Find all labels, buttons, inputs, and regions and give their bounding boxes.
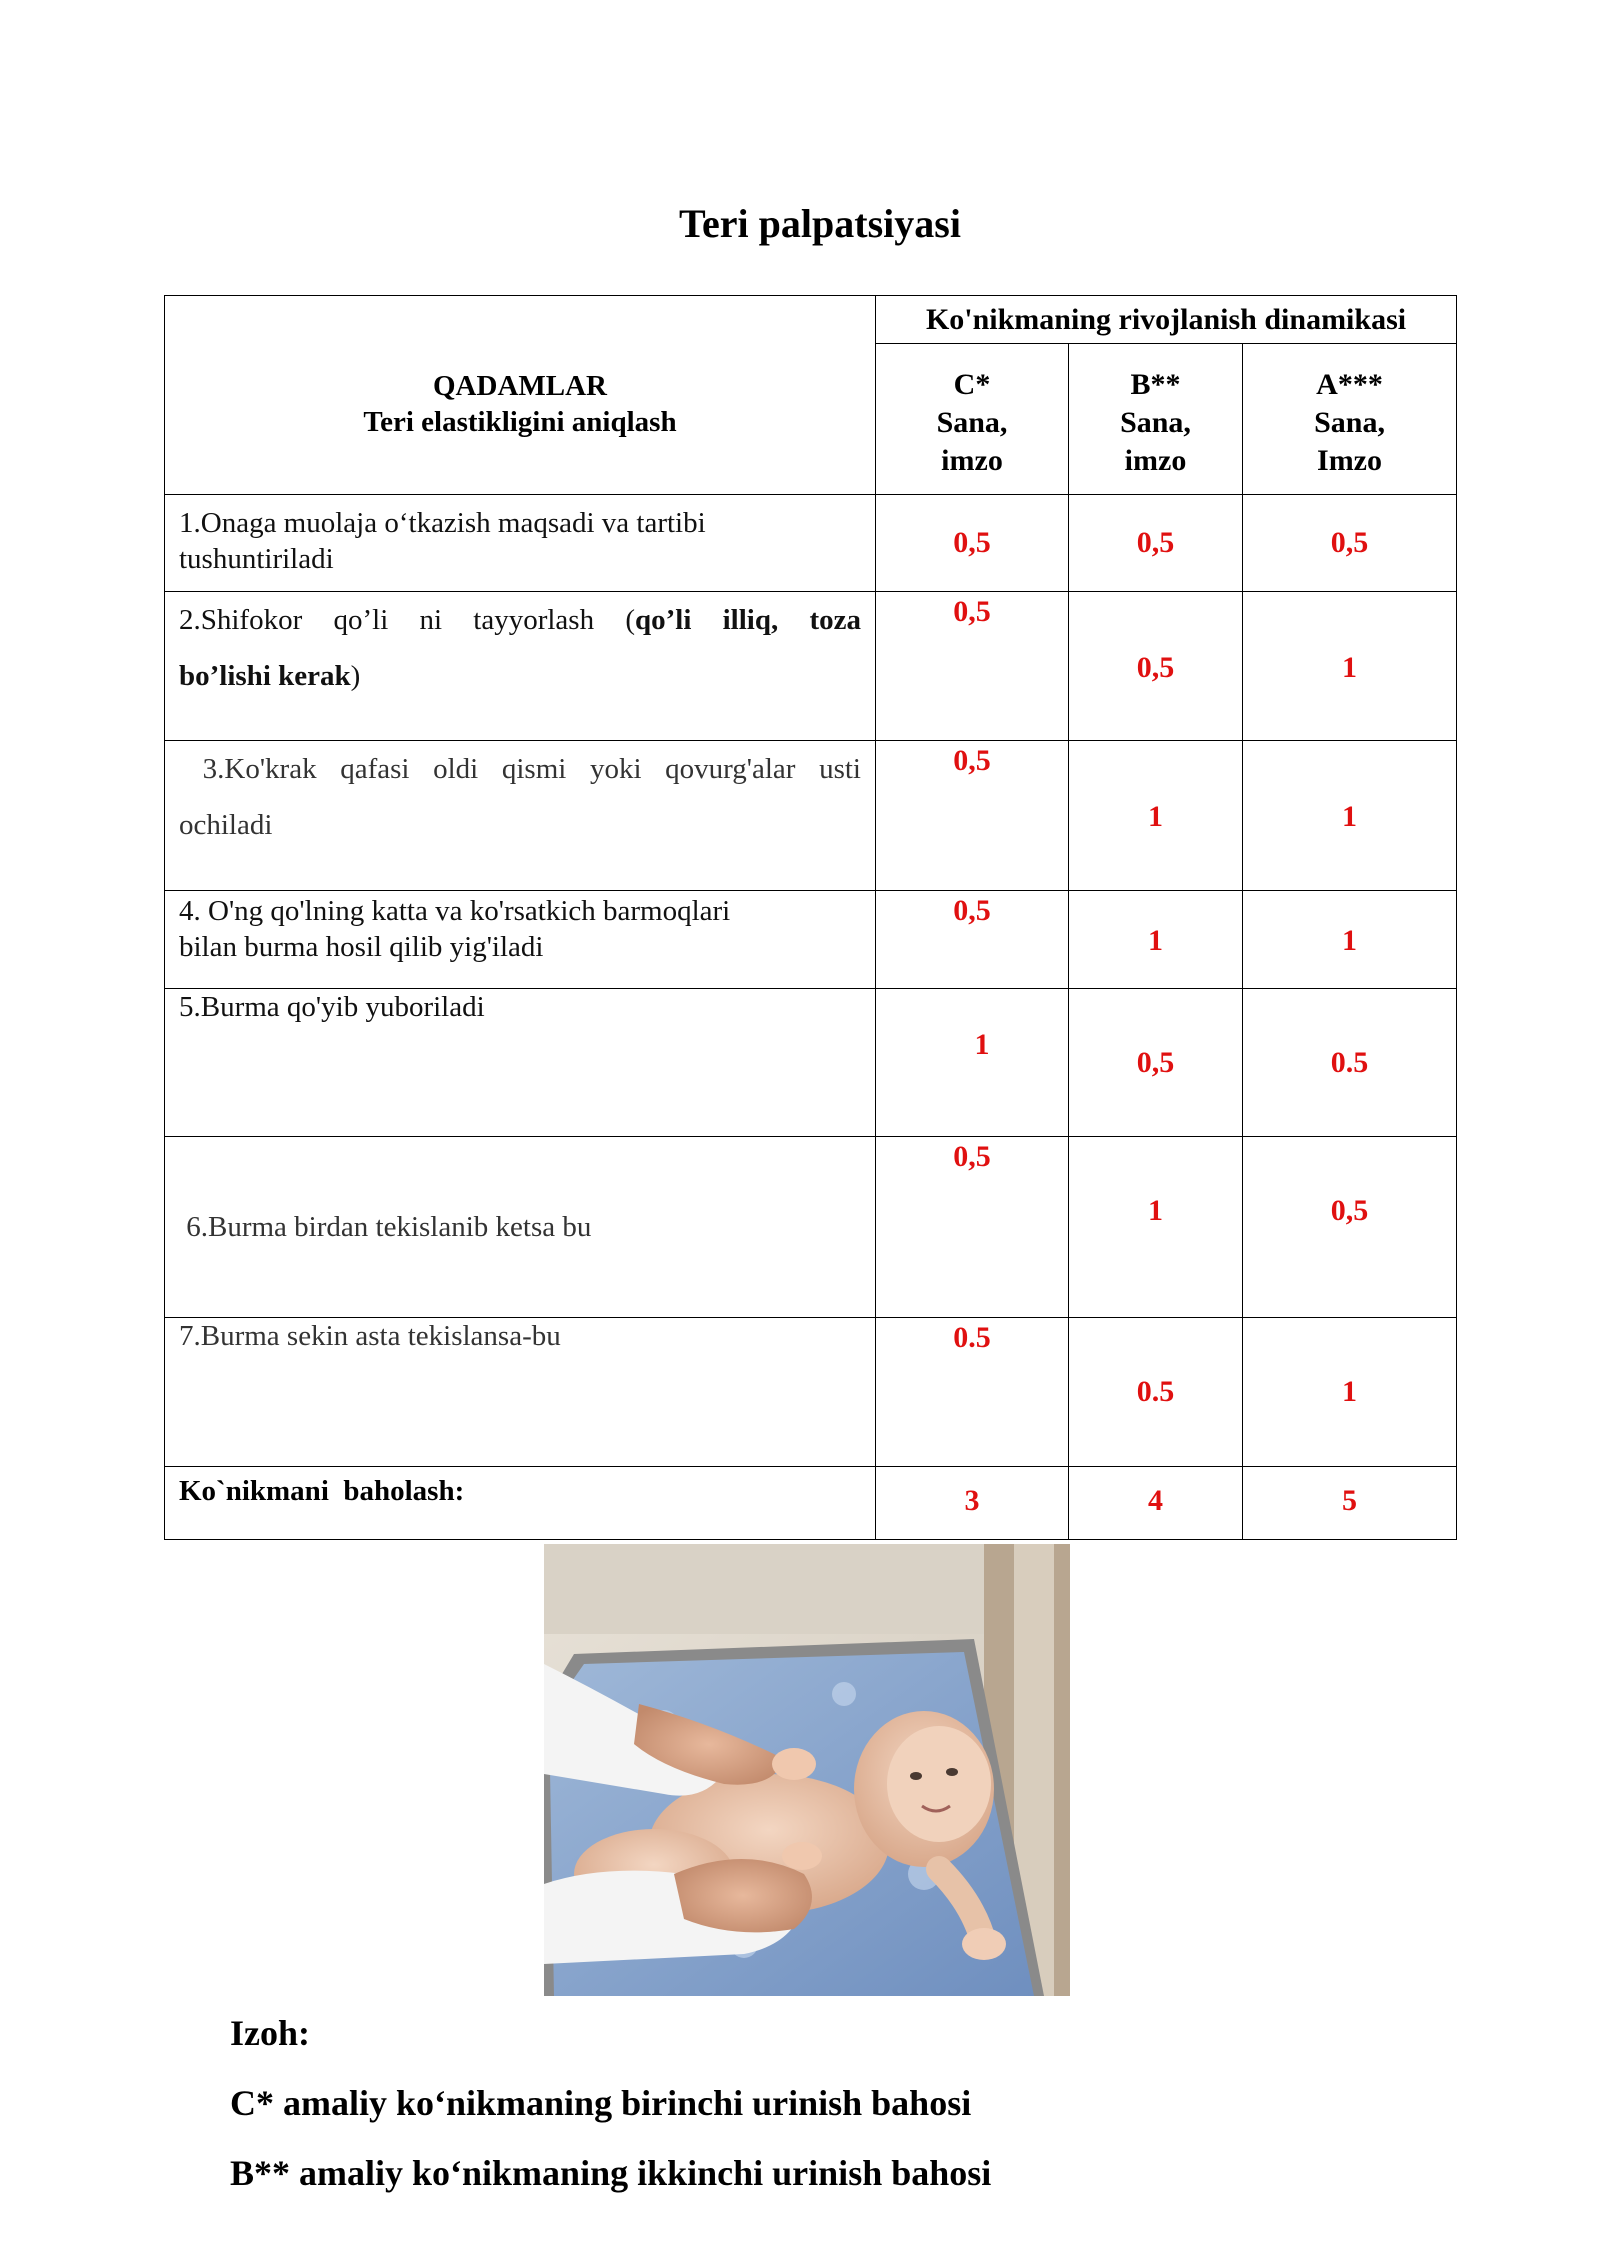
- signature-label: imzo: [941, 444, 1003, 477]
- score-cell-b: [1069, 1318, 1243, 1467]
- step-text: 4. O'ng qo'lning katta va ko'rsatkich barmoqlari: [179, 895, 731, 927]
- table-row: [165, 891, 1457, 989]
- column-header-a: [1243, 344, 1457, 495]
- grade-label: A***: [1316, 368, 1383, 401]
- step-cell: [165, 891, 876, 989]
- score-value: 0,5: [1330, 526, 1369, 559]
- step-text-plain: 2.Shifokor qo’li ni tayyorlash (: [179, 604, 635, 636]
- grade-label: C*: [953, 368, 991, 401]
- steps-header-cell: [165, 296, 876, 495]
- step-cell: [165, 1137, 876, 1318]
- note-b: B** amaliy ko‘nikmaning ikkinchi urinish bahosi: [230, 2153, 992, 2193]
- score-value: 1: [1148, 924, 1163, 957]
- signature-label: imzo: [1124, 444, 1187, 477]
- total-cell-a: [1243, 1467, 1457, 1540]
- score-cell-b: [1069, 891, 1243, 989]
- column-header-b: [1069, 344, 1243, 495]
- step-text: 5.Burma qo'yib yuboriladi: [179, 991, 485, 1023]
- grade-label: B**: [1130, 368, 1181, 401]
- step-text-bold: bo’lishi kerak: [179, 660, 351, 692]
- notes-heading: Izoh:: [230, 2013, 310, 2053]
- signature-label: Imzo: [1317, 444, 1382, 477]
- page-title: Teri palpatsiyasi: [679, 201, 961, 246]
- score-cell-c: [876, 592, 1069, 741]
- table-row: [165, 1318, 1457, 1467]
- score-cell-b: [1069, 741, 1243, 891]
- score-value: 0.5: [1330, 1046, 1369, 1079]
- score-cell-c: [876, 741, 1069, 891]
- baby-skin-palpation-photo: [544, 1544, 1070, 1996]
- notes-section: [230, 2012, 991, 2222]
- score-cell-b: [1069, 1137, 1243, 1318]
- table-row: [165, 495, 1457, 592]
- step-text: bilan burma hosil qilib yig'iladi: [179, 931, 544, 963]
- score-value: 1: [1342, 924, 1358, 957]
- step-cell: [165, 989, 876, 1137]
- date-label: Sana,: [1120, 406, 1191, 439]
- score-cell-c: [876, 1137, 1069, 1318]
- step-cell: [165, 592, 876, 741]
- score-value: 0,5: [953, 595, 991, 628]
- total-value: 5: [1342, 1484, 1358, 1517]
- total-cell-b: [1069, 1467, 1243, 1540]
- column-header-c: [876, 344, 1069, 495]
- step-cell: [165, 495, 876, 592]
- score-cell-a: [1243, 1318, 1457, 1467]
- note-c: C* amaliy ko‘nikmaning birinchi urinish bahosi: [230, 2083, 972, 2123]
- date-label: Sana,: [1314, 406, 1385, 439]
- score-value: 1: [1148, 1194, 1163, 1227]
- score-value: 0,5: [1136, 651, 1175, 684]
- score-value: 0,5: [1136, 1046, 1175, 1079]
- step-text-plain: ): [350, 660, 361, 692]
- score-cell-b: [1069, 989, 1243, 1137]
- score-value: 1: [1342, 800, 1358, 833]
- step-text: 6.Burma birdan tekislanib ketsa bu: [179, 1211, 592, 1243]
- dynamics-header: Ko'nikmaning rivojlanish dinamikasi: [876, 296, 1457, 344]
- score-cell-c: [876, 1318, 1069, 1467]
- score-cell-a: [1243, 495, 1457, 592]
- score-cell-a: [1243, 592, 1457, 741]
- step-cell: [165, 1318, 876, 1467]
- step-cell: [165, 741, 876, 891]
- score-cell-b: [1069, 592, 1243, 741]
- score-cell-a: [1243, 891, 1457, 989]
- score-value: 0,5: [1136, 526, 1175, 559]
- score-value: 1: [1342, 1375, 1358, 1408]
- score-cell-c: [876, 989, 1069, 1137]
- table-row: [165, 1137, 1457, 1318]
- score-value: 0,5: [953, 894, 991, 927]
- table-row: [165, 989, 1457, 1137]
- skills-table: [164, 295, 1457, 1540]
- total-value: 3: [964, 1484, 980, 1517]
- score-cell-c: [876, 891, 1069, 989]
- step-text: 1.Onaga muolaja o‘tkazish maqsadi va tartibi: [179, 507, 706, 539]
- score-cell-b: [1069, 495, 1243, 592]
- score-value: 0,5: [953, 744, 991, 777]
- score-value: 1: [1148, 800, 1163, 833]
- table-row: [165, 592, 1457, 741]
- step-text: [179, 648, 861, 704]
- step-text: [179, 592, 861, 648]
- score-cell-a: [1243, 1137, 1457, 1318]
- score-cell-a: [1243, 989, 1457, 1137]
- step-text: tushuntiriladi: [179, 543, 334, 575]
- score-cell-c: [876, 495, 1069, 592]
- date-label: Sana,: [936, 406, 1008, 439]
- steps-subheader: Teri elastikligini aniqlash: [363, 406, 677, 438]
- score-value: 1: [974, 1028, 990, 1061]
- table-row: [165, 741, 1457, 891]
- total-value: 4: [1148, 1484, 1163, 1517]
- totals-row: [165, 1467, 1457, 1540]
- score-value: 0,5: [953, 1140, 991, 1173]
- score-value: 1: [1342, 651, 1358, 684]
- step-text: 7.Burma sekin asta tekislansa-bu: [179, 1320, 561, 1352]
- score-value: 0.5: [1136, 1375, 1175, 1408]
- score-cell-a: [1243, 741, 1457, 891]
- score-value: 0,5: [1330, 1194, 1369, 1227]
- score-value: 0.5: [953, 1321, 991, 1354]
- step-text-bold: qo’li illiq, toza: [634, 604, 861, 636]
- step-text: 3.Ko'krak qafasi oldi qismi yoki qovurg'alar usti: [179, 753, 861, 785]
- score-value: 0,5: [953, 526, 991, 559]
- total-label: Ko`nikmani baholash:: [165, 1467, 876, 1540]
- steps-header: QADAMLAR: [433, 370, 607, 402]
- step-text: ochiladi: [179, 809, 273, 841]
- total-cell-c: [876, 1467, 1069, 1540]
